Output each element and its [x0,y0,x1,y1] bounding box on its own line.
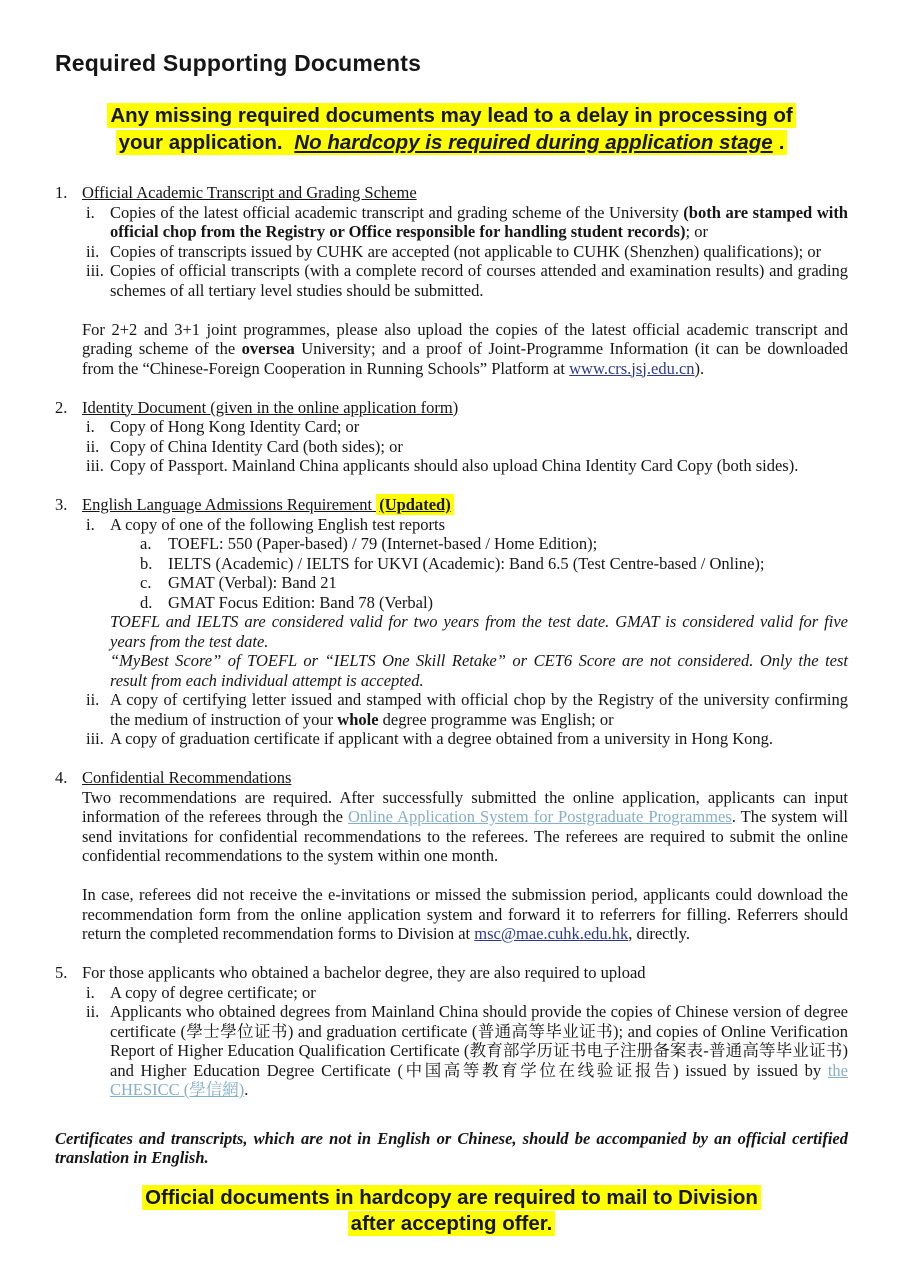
crs-platform-link[interactable]: www.crs.jsj.edu.cn [569,358,695,378]
text-run: Certificates and transcripts, which are not in English or Chinese, should be accompanied by an official certified translation in English. [55,1128,848,1167]
text-run: For 2+2 and 3+1 joint programmes, please also upload the copies of the latest official academic transcript and grading scheme of the [82,319,848,358]
sub-item-text [110,417,848,437]
recommendations-paragraph-2 [82,885,848,944]
text-run: whole [337,709,379,729]
text-run: (Updated) [376,494,454,515]
sub-item-text [110,437,848,457]
text-run: No hardcopy is required during application stage [291,130,775,155]
text-run: (both are stamped with official chop from the Registry or Office responsible for handling student records) [110,202,848,241]
text-run: A copy of certifying letter issued and stamped with official chop by the Registry of the university confirming the medium of instruction of your [110,690,848,729]
list-item-3-english [55,495,848,749]
sub-item-text [110,690,848,729]
text-run: English Language Admissions Requirement [82,495,377,514]
division-email-link[interactable]: msc@mae.cuhk.edu.hk [474,924,629,943]
sub-item-number: i. [86,202,95,222]
item-number: 2. [55,397,68,417]
item-number: 5. [55,963,68,982]
sub-item-text [110,242,848,262]
text-run: IELTS (Academic) / IELTS for UKVI (Academic): Band 6.5 (Test Centre-based / Online); [168,553,765,573]
text-run: Applicants who obtained degrees from Mainland China should provide the copies of Chinese version of degree certificate (學士學位证书) and graduation certificate (普通高等毕业证书); and copies of Online Verification Report of Higher Education Qualification Certificate (教育部学历证书电子注册备案表-普通高等毕业证书) and Higher Education Degree Certificate (中国高等教育学位在线验证报告) issued by issued by [110,1002,848,1080]
text-run: Copies of official transcripts (with a complete record of courses attended and examination results) and grading schemes of all tertiary level studies should be submitted. [110,261,848,300]
score-policy-note [110,651,848,690]
sub-item-text [110,203,848,242]
test-option-c [140,573,848,593]
sub-item-5-ii [86,1002,848,1100]
sub-item-number: iii. [86,729,104,748]
text-run: ). [694,358,705,378]
text-run: TOEFL: 550 (Paper-based) / 79 (Internet-based / Home Edition); [168,534,598,553]
item-number: 3. [55,495,68,514]
sub-item-3-ii [86,690,848,729]
text-run: Two recommendations are required. After successfully submitted the online application, applicants can input information of the referees through the [82,787,848,826]
text-run: GMAT (Verbal): Band 21 [168,573,337,592]
text-run: A copy of one of the following English test reports [110,514,445,534]
text-run: , directly. [628,924,690,943]
test-option-text [168,554,848,574]
sub-item-2-ii [86,437,848,457]
text-run: Copies of transcripts issued by CUHK are accepted (not applicable to CUHK (Shenzhen) qualifications); or [110,241,822,261]
text-run: oversea [241,339,295,358]
sub-item-number: i. [86,417,95,436]
text-run: Copies of the latest official academic transcript and grading scheme of the University [110,202,684,222]
text-run: TOEFL and IELTS are considered valid for two years from the test date. GMAT is considered valid for five years from the test date. [110,612,848,651]
test-option-d [140,593,848,613]
letter-number: b. [140,553,153,573]
sub-item-text [110,515,848,535]
test-option-text [168,573,848,593]
chesicc-link[interactable]: the CHESICC (學信網) [110,1060,848,1099]
page-title: Required Supporting Documents [55,50,422,76]
letter-number: c. [140,573,152,592]
sub-item-number: i. [86,982,95,1002]
test-validity-note [110,612,848,651]
text-run: your application. [116,130,292,155]
sub-item-1-iii [86,261,848,300]
text-run: University; and a proof of Joint-Programme Information (it can be downloaded from the “Chinese-Foreign Cooperation in Running Schools” Platform at [82,339,848,378]
text-run: Confidential Recommendations [82,768,292,787]
online-application-system-link[interactable]: Online Application System for Postgraduate Programmes [347,807,732,826]
list-item-5-degree [55,963,848,1100]
list-item-1-transcript [55,183,848,378]
sub-item-1-ii [86,242,848,262]
text-run: Any missing required documents may lead to a delay in processing of [107,103,795,128]
sub-item-2-i [86,417,848,437]
text-run: after accepting offer. [348,1211,556,1236]
item-heading [82,495,848,515]
text-run: Copy of China Identity Card (both sides); or [110,436,403,456]
item-heading [82,183,848,203]
sub-item-3-iii [86,729,848,749]
sub-item-text [110,1002,848,1100]
list-item-4-recommendations [55,768,848,944]
top-warning-line-1 [55,103,848,130]
top-warning-banner [55,103,848,156]
sub-item-number: ii. [86,690,100,709]
sub-item-number: iii. [86,261,104,280]
text-run: degree programme was English; or [378,709,614,729]
translation-note [55,1129,848,1168]
text-run: In case, referees did not receive the e-invitations or missed the submission period, applicants could download the recommendation form from the online application system and forward it to referrers for filling. Referrers should return the completed recommendation forms to Division at [82,885,848,943]
top-warning-line-2 [55,130,848,157]
joint-programme-paragraph [82,320,848,379]
item-heading [82,963,848,983]
text-run: Identity Document (given in the online application form) [82,397,459,417]
item-heading [82,768,848,788]
list-item-2-identity [55,398,848,476]
text-run: ; or [685,222,708,241]
text-run: For those applicants who obtained a bachelor degree, they are also required to upload [82,963,646,982]
text-run: Copy of Passport. Mainland China applicants should also upload China Identity Card Copy (both sides). [110,456,799,475]
recommendations-paragraph-1 [82,788,848,866]
text-run: “MyBest Score” of TOEFL or “IELTS One Skill Retake” or CET6 Score are not considered. Only the test result from each individual attempt is accepted. [110,651,848,690]
item-heading [82,398,848,418]
sub-item-text [110,729,848,749]
text-run: . [244,1080,249,1099]
bottom-warning-line-1 [55,1185,848,1212]
sub-item-2-iii [86,456,848,476]
sub-item-number: ii. [86,1002,100,1021]
letter-number: a. [140,534,152,553]
test-option-b [140,554,848,574]
sub-item-number: ii. [86,436,100,456]
sub-item-1-i [86,203,848,242]
sub-item-number: iii. [86,456,104,475]
text-run: A copy of degree certificate; or [110,982,316,1002]
requirements-list [55,183,848,1100]
sub-item-text [110,261,848,300]
sub-item-3-i [86,515,848,691]
test-option-text [168,593,848,613]
sub-item-text [110,983,848,1003]
sub-item-number: ii. [86,241,100,261]
item-number: 1. [55,183,68,202]
sub-item-5-i [86,983,848,1003]
bottom-warning-line-2 [55,1211,848,1238]
text-run: Official documents in hardcopy are required to mail to Division [142,1185,761,1210]
bottom-warning-banner [55,1185,848,1238]
text-run: Official Academic Transcript and Grading Scheme [82,183,417,202]
item-number: 4. [55,768,68,787]
text-run: . [776,130,788,155]
test-option-a [140,534,848,554]
sub-item-number: i. [86,514,95,534]
text-run: A copy of graduation certificate if applicant with a degree obtained from a university in Hong Kong. [110,729,773,748]
letter-number: d. [140,592,153,612]
text-run: Copy of Hong Kong Identity Card; or [110,417,360,436]
text-run: . The system will send invitations for confidential recommendations to the referees. The referees are required to submit the online confidential recommendations to the system within one month. [82,807,848,865]
sub-item-text [110,456,848,476]
test-option-text [168,534,848,554]
text-run: GMAT Focus Edition: Band 78 (Verbal) [168,592,434,612]
